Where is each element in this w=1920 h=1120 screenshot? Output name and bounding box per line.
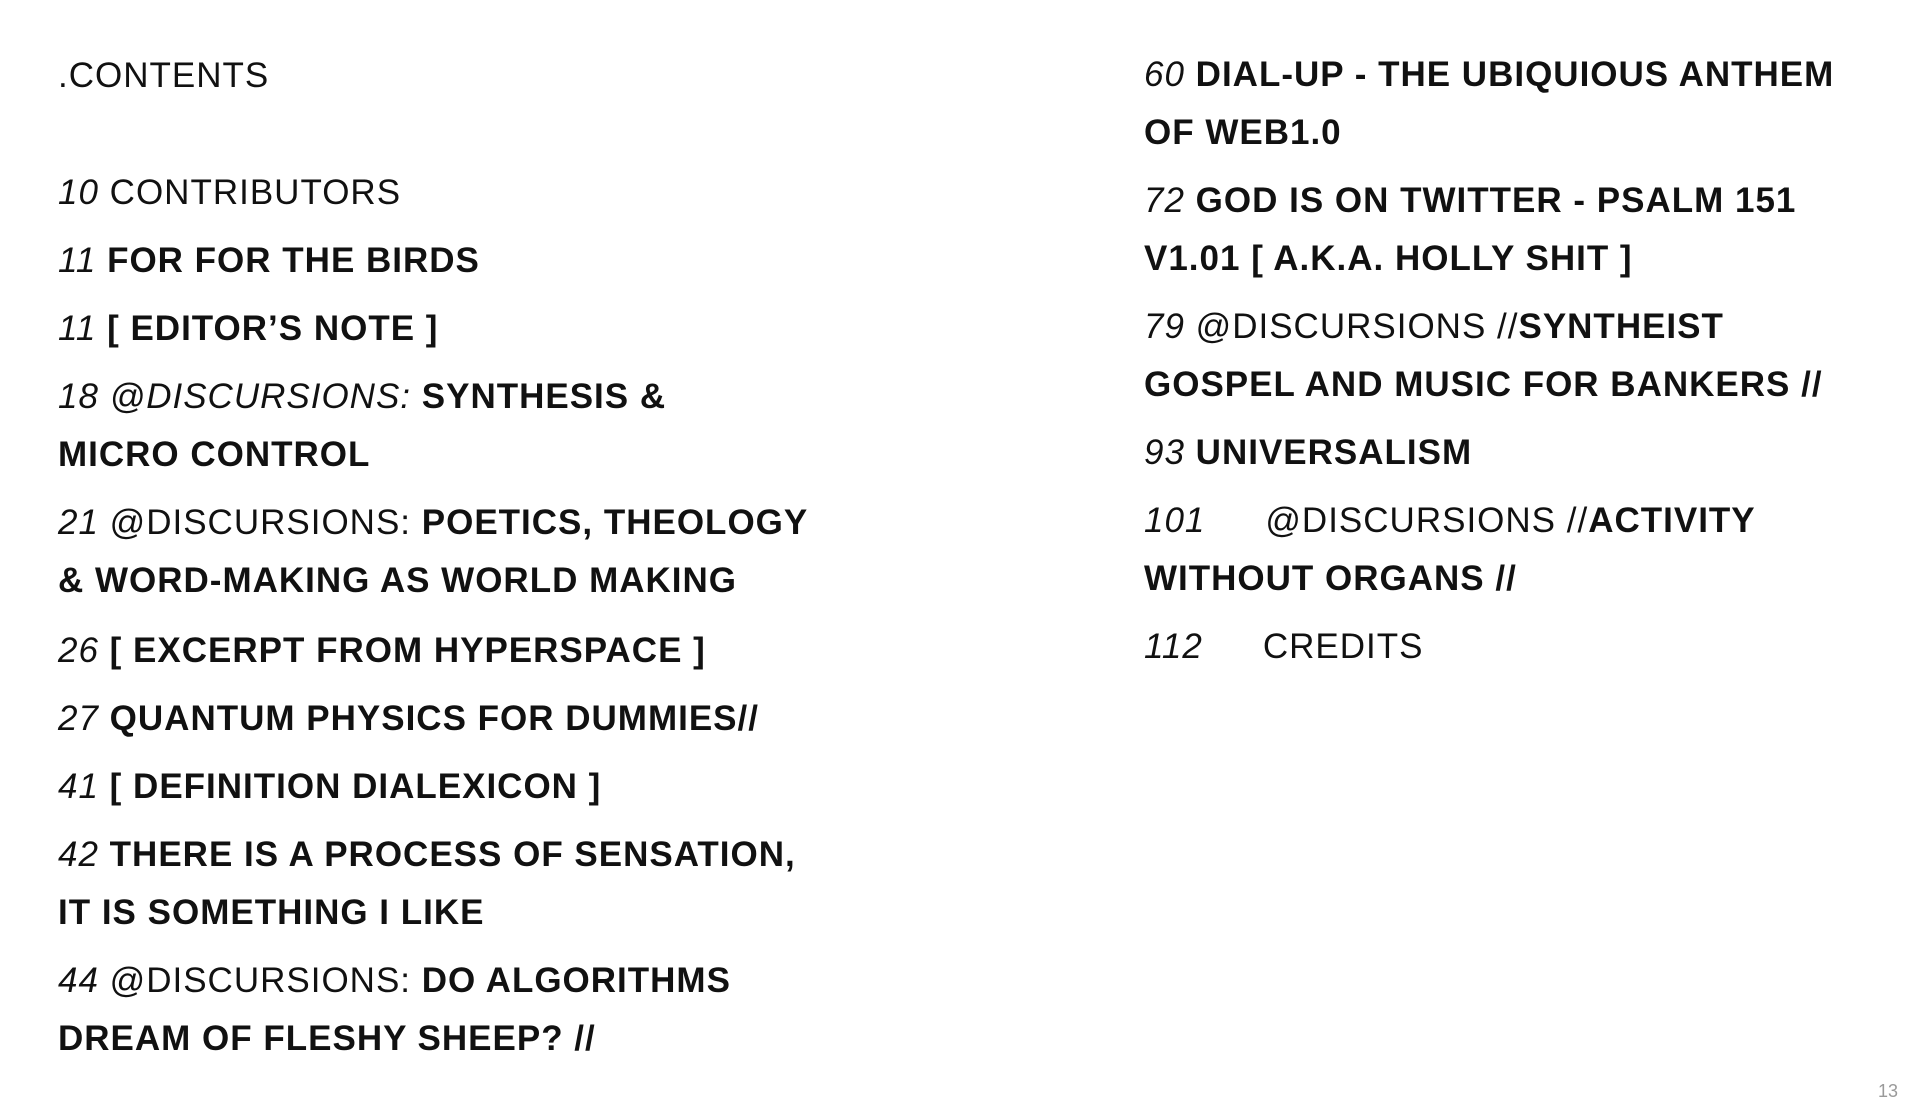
entry-page-number: 27: [58, 699, 99, 738]
entry-title: GOD IS ON TWITTER - PSALM 151 V1.01 [ A.K.A. HOLLY SHIT ]: [1144, 181, 1797, 278]
toc-entry[interactable]: [1144, 298, 1884, 414]
entry-page-number: 93: [1144, 433, 1185, 472]
contents-heading: .CONTENTS: [58, 56, 270, 95]
toc-entry[interactable]: [58, 164, 401, 222]
toc-entry[interactable]: [58, 758, 601, 816]
entry-title: [ EDITOR’S NOTE ]: [107, 309, 439, 348]
entry-section-label: @DISCURSIONS:: [109, 503, 412, 542]
toc-entry[interactable]: [58, 952, 838, 1068]
toc-entry[interactable]: [58, 494, 818, 610]
entry-title: ACTIVITY WITHOUT ORGANS //: [1144, 501, 1756, 598]
entry-page-number: 112: [1144, 627, 1203, 666]
entry-title: CONTRIBUTORS: [109, 173, 402, 212]
toc-entry[interactable]: [58, 300, 438, 358]
entry-title: DO ALGORITHMS DREAM OF FLESHY SHEEP? //: [58, 961, 731, 1058]
toc-entry[interactable]: [58, 368, 798, 484]
toc-entry[interactable]: [58, 690, 759, 748]
entry-title: THERE IS A PROCESS OF SENSATION, IT IS SOMETHING I LIKE: [58, 835, 796, 932]
entry-title: QUANTUM PHYSICS FOR DUMMIES//: [109, 699, 759, 738]
entry-title: [ DEFINITION DIALEXICON ]: [109, 767, 602, 806]
entry-page-number: 42: [58, 835, 99, 874]
entry-section-label: @DISCURSIONS //: [1195, 307, 1519, 346]
entry-page-number: 79: [1144, 307, 1185, 346]
toc-entry[interactable]: [58, 232, 480, 290]
entry-title: POETICS, THEOLOGY & WORD-MAKING AS WORLD MAKING: [58, 503, 808, 600]
toc-entry[interactable]: [1144, 618, 1423, 676]
entry-page-number: 18: [58, 377, 99, 416]
entry-title: UNIVERSALISM: [1195, 433, 1473, 472]
entry-title: FOR FOR THE BIRDS: [107, 241, 480, 280]
toc-entry[interactable]: [1144, 46, 1884, 162]
entry-section-label: @DISCURSIONS //: [1265, 501, 1589, 540]
entry-page-number: 11: [58, 309, 97, 348]
entry-page-number: 11: [58, 241, 97, 280]
entry-section-label: @DISCURSIONS:: [109, 377, 412, 416]
toc-entry[interactable]: [58, 622, 706, 680]
entry-title: [ EXCERPT FROM HYPERSPACE ]: [109, 631, 706, 670]
page-number: 13: [1877, 1081, 1898, 1101]
entry-title: SYNTHESIS & MICRO CONTROL: [58, 377, 667, 474]
entry-page-number: 41: [58, 767, 99, 806]
entry-page-number: 72: [1144, 181, 1185, 220]
toc-entry[interactable]: [58, 826, 818, 942]
entry-page-number: 60: [1144, 55, 1185, 94]
entry-page-number: 44: [58, 961, 99, 1000]
entry-page-number: 26: [58, 631, 99, 670]
entry-section-label: @DISCURSIONS:: [109, 961, 412, 1000]
entry-page-number: 21: [58, 503, 99, 542]
entry-title: CREDITS: [1262, 627, 1424, 666]
toc-entry[interactable]: [1144, 172, 1884, 288]
toc-entry[interactable]: [1144, 492, 1884, 608]
entry-title: SYNTHEIST GOSPEL AND MUSIC FOR BANKERS //: [1144, 307, 1823, 404]
entry-title: DIAL-UP - THE UBIQUIOUS ANTHEM OF WEB1.0: [1144, 55, 1835, 152]
entry-page-number: 101: [1144, 501, 1206, 540]
toc-entry[interactable]: [1144, 424, 1472, 482]
entry-page-number: 10: [58, 173, 99, 212]
